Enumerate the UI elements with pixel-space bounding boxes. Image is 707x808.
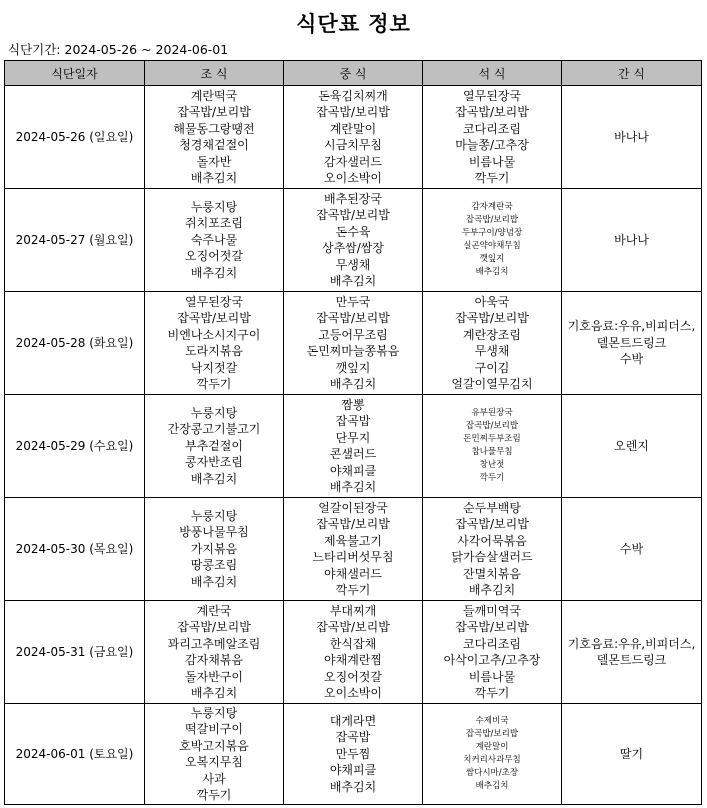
menu-item: 깍두기: [196, 788, 232, 802]
header-breakfast: 조 식: [145, 61, 284, 86]
menu-item: 깻잎지: [479, 254, 505, 264]
menu-item: 얼갈이열무김치: [451, 377, 533, 391]
menu-item: 감자계란국: [471, 202, 513, 212]
menu-item: 제육불고기: [324, 533, 382, 548]
page-title: 식단표 정보: [296, 12, 411, 36]
table-row: [5, 395, 702, 498]
menu-item: 돌자반구이: [185, 669, 243, 684]
table-row: [5, 292, 702, 395]
menu-item: 도라지볶음: [185, 344, 243, 358]
menu-item: 사각어묵볶음: [457, 533, 527, 548]
date-cell: 2024-05-31 (금요일): [5, 601, 145, 704]
menu-item: 코다리조림: [463, 636, 521, 651]
menu-item: 잡곡밥: [335, 730, 371, 745]
menu-item: 누룽지탕: [190, 199, 238, 214]
menu-item: 야채피클: [329, 463, 377, 478]
menu-item: 오이소박이: [324, 171, 382, 185]
menu-item: 계란장조림: [463, 327, 521, 342]
menu-item: 돌자반: [196, 154, 232, 169]
menu-item: 배추김치: [190, 265, 238, 280]
menu-item: 잔멸치볶음: [463, 566, 521, 581]
dinner-cell: [423, 292, 562, 395]
menu-item: 계란국: [196, 603, 232, 618]
menu-item: 누룽지탕: [190, 405, 238, 420]
menu-item: 콘샐러드: [329, 447, 377, 461]
table-row: [5, 601, 702, 704]
menu-item: 야채샐러드: [324, 566, 382, 581]
lunch-cell: [284, 292, 423, 395]
menu-item: 잡곡밥/보리밥: [177, 105, 251, 119]
menu-item: 배추김치: [475, 267, 509, 277]
menu-item: 델몬트드링크: [596, 335, 667, 350]
menu-item: 깍두기: [196, 377, 232, 391]
breakfast-cell: [145, 189, 284, 292]
menu-item: 단무지: [335, 430, 371, 445]
meal-table-body: [5, 86, 702, 805]
menu-item: 깍두기: [474, 686, 510, 700]
dinner-cell: [423, 86, 562, 189]
snack-cell: [562, 498, 702, 601]
menu-item: 콩자반조림: [185, 455, 243, 470]
menu-item: 오징어젓갈: [185, 249, 243, 264]
menu-item: 참나물무침: [471, 447, 513, 457]
menu-item: 감자채볶음: [185, 653, 243, 667]
menu-item: 배추김치: [190, 171, 238, 185]
dinner-cell: [423, 601, 562, 704]
header-snack: 간 식: [562, 61, 702, 86]
date-cell: 2024-05-29 (수요일): [5, 395, 145, 498]
snack-cell: [562, 292, 702, 395]
menu-item: 돈육김치찌개: [318, 88, 388, 103]
menu-item: 두부구이/양념장: [461, 228, 523, 238]
table-row: [5, 189, 702, 292]
menu-item: 한식잡채: [329, 636, 377, 651]
menu-item: 열무된장국: [463, 88, 521, 103]
menu-item: 해물동그랑땡전: [173, 121, 255, 136]
dinner-cell: [423, 189, 562, 292]
menu-item: 유부된장국: [471, 408, 513, 418]
menu-item: 잡곡밥/보리밥: [316, 311, 390, 325]
menu-item: 잡곡밥/보리밥: [455, 517, 529, 531]
menu-item: 들깨미역국: [463, 603, 521, 618]
menu-item: 사과: [202, 771, 226, 786]
menu-item: 가지볶음: [190, 541, 238, 556]
menu-item: 숙주나물: [190, 232, 238, 247]
menu-item: 배추김치: [329, 377, 377, 391]
menu-item: 딸기: [619, 746, 644, 761]
menu-item: 잡곡밥/보리밥: [316, 105, 390, 119]
breakfast-cell: [145, 704, 284, 805]
menu-item: 낙지젓갈: [190, 360, 238, 375]
lunch-cell: [284, 189, 423, 292]
date-cell: 2024-06-01 (토요일): [5, 704, 145, 805]
menu-item: 쌈다시마/초장: [465, 768, 519, 778]
lunch-cell: [284, 395, 423, 498]
menu-item: 창난젓: [479, 460, 505, 470]
menu-item: 순두부백탕: [463, 500, 521, 515]
menu-item: 기호음료:우유,비피더스,: [567, 319, 696, 334]
lunch-cell: [284, 704, 423, 805]
menu-item: 치커리사과무침: [463, 755, 521, 765]
menu-item: 부대찌개: [329, 603, 377, 618]
menu-item: 배추김치: [190, 471, 238, 486]
date-cell: 2024-05-30 (목요일): [5, 498, 145, 601]
menu-item: 배추김치: [468, 583, 516, 597]
menu-item: 방풍나물무침: [179, 525, 249, 540]
menu-item: 마늘쫑/고추장: [455, 138, 529, 152]
menu-item: 시금치무침: [324, 138, 382, 152]
menu-item: 실곤약야채무침: [463, 241, 521, 251]
menu-item: 아삭이고추/고추장: [443, 653, 541, 667]
lunch-cell: [284, 498, 423, 601]
snack-cell: [562, 86, 702, 189]
menu-item: 아욱국: [474, 294, 510, 309]
table-row: [5, 704, 702, 805]
menu-item: 쥐치포조림: [185, 216, 243, 231]
menu-item: 배추김치: [329, 480, 377, 494]
snack-cell: [562, 601, 702, 704]
menu-item: 야채계란찜: [324, 653, 382, 667]
menu-item: 배추김치: [329, 779, 377, 794]
menu-item: 배추된장국: [324, 191, 382, 206]
lunch-cell: [284, 601, 423, 704]
menu-item: 수박: [619, 541, 644, 556]
snack-cell: [562, 395, 702, 498]
menu-item: 계란말이: [475, 742, 509, 752]
menu-item: 수박: [619, 352, 644, 367]
menu-item: 돈민찌마늘쫑볶음: [306, 344, 400, 358]
menu-item: 깍두기: [335, 583, 371, 597]
menu-item: 잡곡밥/보리밥: [465, 729, 519, 739]
menu-item: 청경채겉절이: [179, 138, 249, 152]
breakfast-cell: [145, 395, 284, 498]
menu-item: 대게라면: [329, 713, 377, 728]
menu-item: 계란말이: [329, 121, 377, 136]
menu-item: 땅콩조림: [190, 558, 238, 573]
menu-item: 돈수육: [335, 224, 371, 239]
menu-item: 만두찜: [335, 746, 371, 761]
lunch-cell: [284, 86, 423, 189]
menu-item: 구이김: [474, 360, 510, 375]
menu-item: 잡곡밥/보리밥: [177, 311, 251, 325]
menu-item: 잡곡밥/보리밥: [455, 311, 529, 325]
menu-item: 얼갈이된장국: [318, 500, 388, 515]
menu-item: 열무된장국: [185, 294, 243, 309]
menu-item: 간장콩고기불고기: [167, 422, 261, 437]
menu-item: 바나나: [614, 232, 649, 247]
menu-item: 누룽지탕: [190, 508, 238, 523]
menu-item: 잡곡밥: [335, 414, 371, 428]
dinner-cell: [423, 704, 562, 805]
menu-item: 잡곡밥/보리밥: [316, 208, 390, 222]
menu-item: 코다리조림: [463, 121, 521, 136]
menu-item: 비름나물: [468, 154, 516, 169]
menu-item: 오징어젓갈: [324, 669, 382, 684]
breakfast-cell: [145, 498, 284, 601]
header-date: 식단일자: [5, 61, 145, 86]
menu-item: 꽈리고추메알조림: [167, 636, 261, 651]
snack-cell: [562, 189, 702, 292]
menu-item: 깍두기: [474, 171, 510, 185]
menu-item: 수제비국: [475, 716, 509, 726]
date-cell: 2024-05-28 (화요일): [5, 292, 145, 395]
menu-item: 배추김치: [190, 574, 238, 589]
menu-item: 잡곡밥/보리밥: [465, 421, 519, 431]
menu-item: 깻잎지: [335, 360, 371, 375]
menu-item: 델몬트드링크: [596, 653, 667, 667]
menu-item: 바나나: [614, 129, 649, 144]
menu-item: 비엔나소시지구이: [167, 327, 261, 342]
meal-period: 식단기간: 2024-05-26 ~ 2024-06-01: [8, 42, 229, 57]
menu-item: 만두국: [335, 294, 371, 309]
menu-item: 배추김치: [329, 274, 377, 288]
menu-item: 떡갈비구이: [185, 722, 243, 736]
menu-item: 계란떡국: [190, 88, 238, 103]
menu-item: 오렌지: [614, 438, 649, 453]
menu-item: 기호음료:우유,비피더스,: [567, 636, 696, 651]
menu-item: 야채피클: [329, 763, 377, 778]
table-row: [5, 498, 702, 601]
menu-item: 잡곡밥/보리밥: [465, 215, 519, 225]
header-dinner: 석 식: [423, 61, 562, 86]
menu-item: 느타리버섯무침: [312, 550, 394, 564]
menu-item: 고등어무조림: [318, 327, 388, 342]
breakfast-cell: [145, 601, 284, 704]
table-row: [5, 86, 702, 189]
date-cell: 2024-05-26 (일요일): [5, 86, 145, 189]
menu-item: 잡곡밥/보리밥: [177, 620, 251, 634]
menu-item: 상추쌈/쌈장: [321, 241, 384, 255]
menu-item: 잡곡밥/보리밥: [316, 620, 390, 634]
snack-cell: [562, 704, 702, 805]
breakfast-cell: [145, 292, 284, 395]
header-row: [5, 61, 702, 86]
menu-item: 배추김치: [190, 686, 238, 700]
menu-item: 잡곡밥/보리밥: [316, 517, 390, 531]
meal-table: [4, 60, 702, 805]
menu-item: 짬뽕: [341, 397, 365, 412]
menu-item: 배추김치: [475, 781, 509, 791]
breakfast-cell: [145, 86, 284, 189]
menu-item: 오이소박이: [324, 686, 382, 700]
menu-item: 오복지무침: [185, 755, 243, 769]
menu-item: 잡곡밥/보리밥: [455, 105, 529, 119]
menu-item: 비름나물: [468, 669, 516, 684]
menu-item: 돈민찌두부조림: [463, 434, 521, 444]
menu-item: 잡곡밥/보리밥: [455, 620, 529, 634]
dinner-cell: [423, 498, 562, 601]
menu-item: 무생채: [474, 344, 510, 358]
menu-item: 닭가슴살샐러드: [451, 550, 533, 564]
menu-item: 감자샐러드: [324, 154, 382, 169]
menu-item: 깍두기: [479, 473, 505, 483]
menu-item: 호박고지볶음: [179, 738, 249, 753]
menu-item: 부추겉절이: [185, 438, 243, 453]
menu-item: 누룽지탕: [190, 705, 238, 720]
menu-item: 무생채: [335, 257, 371, 272]
date-cell: 2024-05-27 (월요일): [5, 189, 145, 292]
header-lunch: 중 식: [284, 61, 423, 86]
dinner-cell: [423, 395, 562, 498]
